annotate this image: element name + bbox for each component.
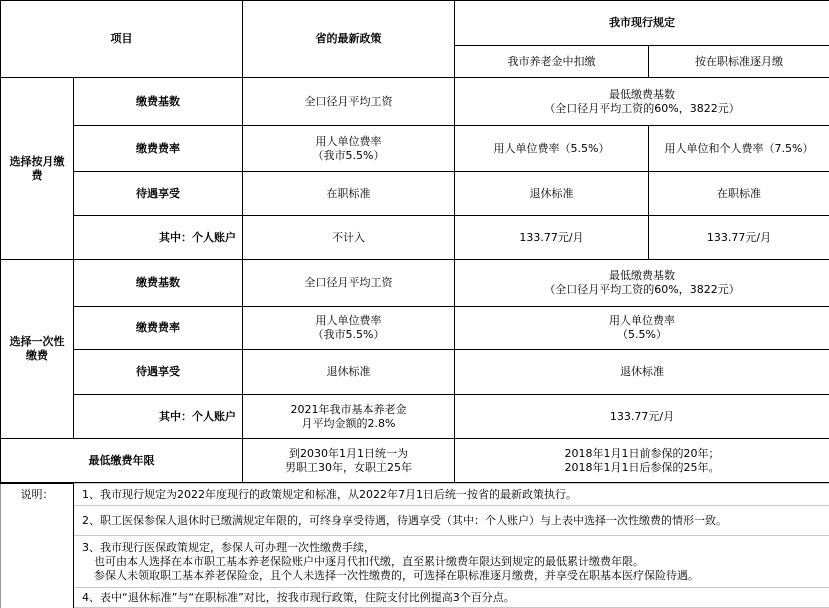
note-3: 3、我市现行医保政策规定，参保人可办理一次性缴费手续， 也可由本人选择在本市职工基本养老保险账户中逐月代扣代缴，直至累计缴费年限达到规定的最低累计缴费年限。 参保人未领取职工基本养老保险金，且个人未选择一次性缴费的，可选择在职标准逐月缴费，并享受在职基本医疗保险待遇。 [74,536,829,588]
monthly-account-city-b: 133.77元/月 [649,216,829,260]
section-monthly-label: 选择按月缴费 [1,78,74,260]
section-lump-label: 选择一次性缴费 [1,260,74,439]
lump-rate-city: 用人单位费率 （5.5%） [455,307,829,350]
notes-section [0,483,829,608]
monthly-benefit-city-a: 退休标准 [455,172,649,216]
lump-benefit-city: 退休标准 [455,350,829,395]
lump-base-city: 最低缴费基数 （全口径月平均工资的60%，3822元） [455,260,829,307]
lump-benefit-province: 退休标准 [243,350,455,395]
note-2: 2、职工医保参保人退休时已缴满规定年限的，可终身享受待遇，待遇享受（其中：个人账户）与上表中选择一次性缴费的情形一致。 [74,506,829,536]
monthly-base-province: 全口径月平均工资 [243,78,455,126]
row-label-base: 缴费基数 [74,78,243,126]
row-label-base: 缴费基数 [74,260,243,307]
row-label-benefit: 待遇享受 [74,172,243,216]
monthly-rate-city-a: 用人单位费率（5.5%） [455,126,649,172]
row-label-rate: 缴费费率 [74,126,243,172]
lump-rate-province: 用人单位费率 （我市5.5%） [243,307,455,350]
note-1: 1、我市现行规定为2022年度现行的政策规定和标准，从2022年7月1日后统一按省的最新政策执行。 [74,484,829,506]
row-label-account: 其中：个人账户 [74,216,243,260]
min-years-province: 到2030年1月1日统一为 男职工30年，女职工25年 [243,439,455,483]
header-item: 项目 [1,1,243,78]
header-city-monthly-payment: 按在职标准逐月缴 [649,46,829,78]
row-label-rate: 缴费费率 [74,307,243,350]
monthly-rate-province: 用人单位费率 （我市5.5%） [243,126,455,172]
header-province-policy: 省的最新政策 [243,1,455,78]
monthly-benefit-province: 在职标准 [243,172,455,216]
notes-label: 说明： [1,484,74,608]
lump-account-city: 133.77元/月 [455,395,829,439]
min-years-label: 最低缴费年限 [1,439,243,483]
monthly-account-city-a: 133.77元/月 [455,216,649,260]
monthly-benefit-city-b: 在职标准 [649,172,829,216]
header-city-pension-deduction: 我市养老金中扣缴 [455,46,649,78]
note-4: 4、表中“退休标准”与“在职标准”对比，按我市现行政策，住院支付比例提高3个百分点。 [74,588,829,608]
min-years-city: 2018年1月1日前参保的20年； 2018年1月1日后参保的25年。 [455,439,829,483]
header-city-policy: 我市现行规定 [455,1,829,46]
row-label-account: 其中：个人账户 [74,395,243,439]
lump-account-province: 2021年我市基本养老金 月平均金额的2.8% [243,395,455,439]
monthly-base-city: 最低缴费基数 （全口径月平均工资的60%，3822元） [455,78,829,126]
monthly-rate-city-b: 用人单位和个人费率（7.5%） [649,126,829,172]
monthly-account-province: 不计入 [243,216,455,260]
row-label-benefit: 待遇享受 [74,350,243,395]
lump-base-province: 全口径月平均工资 [243,260,455,307]
